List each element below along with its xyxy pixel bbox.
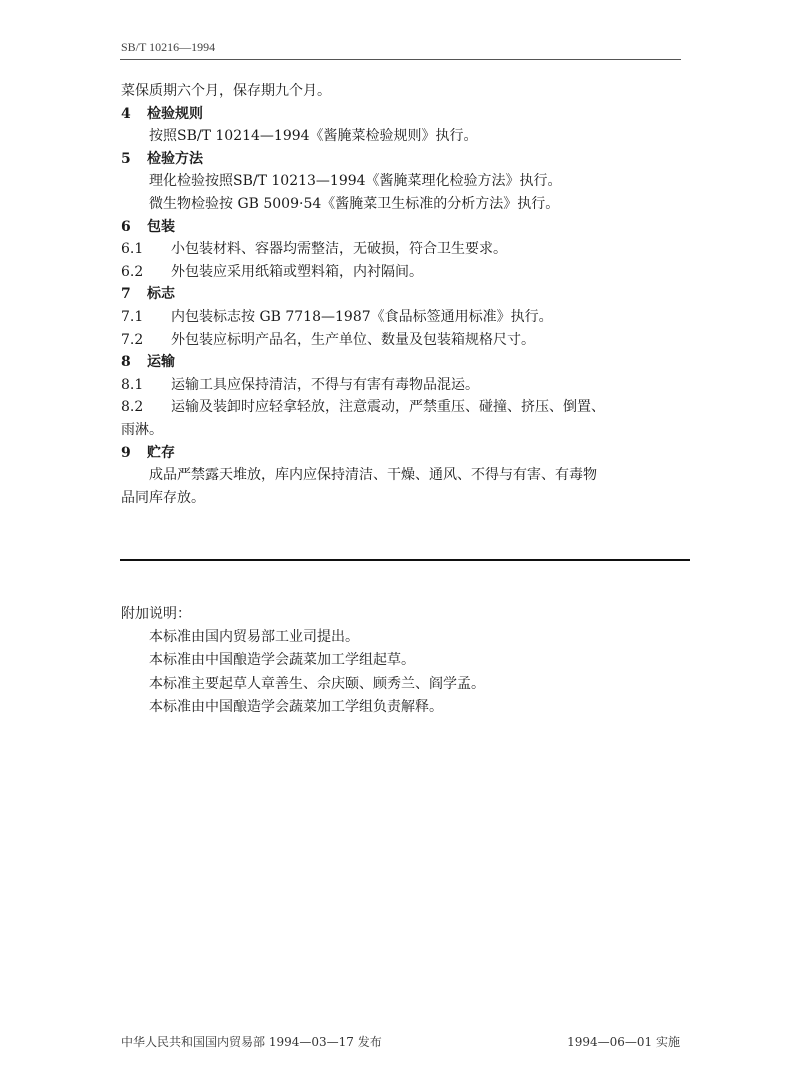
- appendix-item: 本标准主要起草人章善生、佘庆颐、顾秀兰、阎学孟。: [149, 675, 485, 692]
- section-number: 7: [121, 286, 131, 303]
- continuation-line: 菜保质期六个月，保存期九个月。: [121, 83, 331, 99]
- clause-text: 内包装标志按 GB 7718—1987《食品标签通用标准》执行。: [171, 308, 553, 325]
- document-body: [121, 80, 681, 509]
- appendix-item: 本标准由中国酿造学会蔬菜加工学组负责解释。: [149, 698, 443, 715]
- clause-7-2: [121, 329, 681, 352]
- section-heading-9: [121, 442, 681, 465]
- paragraph: 按照SB/T 10214—1994《酱腌菜检验规则》执行。: [149, 128, 478, 145]
- section-heading-8: [121, 351, 681, 374]
- section-heading-6: [121, 216, 681, 239]
- clause-7-1: [121, 306, 681, 329]
- effective-date: 1994—06—01 实施: [567, 1035, 680, 1049]
- appendix-title: 附加说明：: [121, 606, 191, 622]
- header-divider: [120, 59, 681, 60]
- section-title: 运输: [147, 354, 175, 371]
- section-heading-7: [121, 283, 681, 306]
- paragraph: 理化检验按照SB/T 10213—1994《酱腌菜理化检验方法》执行。: [149, 173, 562, 190]
- section-title: 贮存: [147, 444, 175, 461]
- section-number: 9: [121, 444, 131, 461]
- clause-8-2: [121, 396, 681, 419]
- section-title: 标志: [147, 286, 175, 303]
- section-number: 5: [121, 150, 131, 167]
- clause-8-1: [121, 374, 681, 397]
- clause-text: 外包装应采用纸箱或塑料箱，内衬隔间。: [171, 263, 423, 280]
- clause-number: 6.2: [121, 263, 144, 280]
- clause-text: 小包装材料、容器均需整洁，无破损，符合卫生要求。: [171, 241, 507, 258]
- section-number: 6: [121, 218, 131, 235]
- standard-code: SB/T 10216—1994: [121, 40, 216, 54]
- section-number: 4: [121, 105, 131, 122]
- appendix-notes: [121, 603, 681, 719]
- section-heading-4: [121, 103, 681, 126]
- paragraph: 微生物检验按 GB 5009·54《酱腌菜卫生标准的分析方法》执行。: [149, 195, 560, 212]
- appendix-item: 本标准由中国酿造学会蔬菜加工学组起草。: [149, 652, 415, 669]
- issue-date: 中华人民共和国国内贸易部 1994—03—17 发布: [121, 1035, 382, 1049]
- section-heading-5: [121, 148, 681, 171]
- paragraph-continuation: 品同库存放。: [121, 489, 205, 506]
- clause-6-2: [121, 261, 681, 284]
- clause-text: 运输工具应保持清洁，不得与有害有毒物品混运。: [171, 376, 479, 393]
- body-end-divider: [120, 559, 690, 561]
- section-title: 包装: [147, 218, 175, 235]
- clause-continuation: 雨淋。: [121, 421, 163, 438]
- clause-6-1: [121, 238, 681, 261]
- clause-number: 8.2: [121, 399, 144, 416]
- section-title: 检验规则: [147, 105, 203, 122]
- clause-number: 7.1: [121, 308, 144, 325]
- clause-number: 7.2: [121, 331, 144, 348]
- appendix-item: 本标准由国内贸易部工业司提出。: [149, 629, 359, 646]
- section-number: 8: [121, 354, 131, 371]
- paragraph: 成品严禁露天堆放，库内应保持清洁、干燥、通风、不得与有害、有毒物: [149, 467, 597, 484]
- clause-text: 运输及装卸时应轻拿轻放，注意震动，严禁重压、碰撞、挤压、倒置、: [171, 399, 605, 416]
- clause-number: 6.1: [121, 241, 144, 258]
- clause-text: 外包装应标明产品名，生产单位、数量及包装箱规格尺寸。: [171, 331, 535, 348]
- clause-number: 8.1: [121, 376, 144, 393]
- section-title: 检验方法: [147, 150, 203, 167]
